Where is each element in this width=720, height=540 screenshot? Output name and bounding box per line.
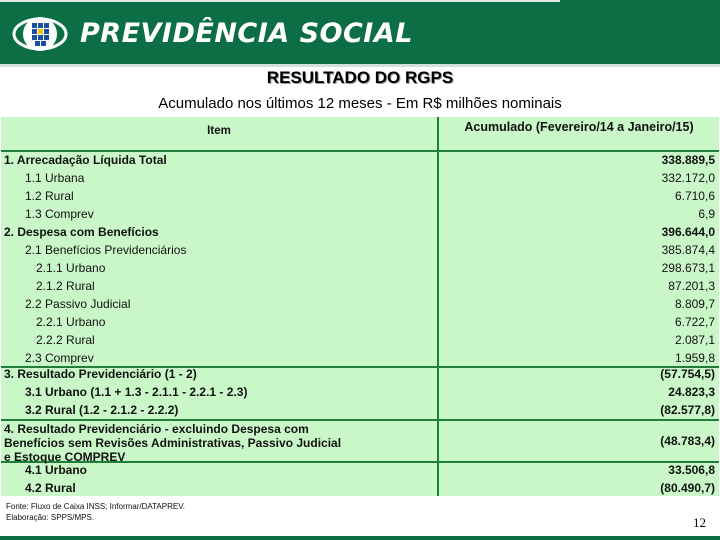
previdencia-logo-icon	[12, 14, 72, 54]
row-label: 1. Arrecadação Líquida Total	[4, 153, 167, 167]
row-value: (82.577,8)	[660, 403, 715, 417]
row-value: 8.809,7	[674, 297, 715, 311]
row-value: 1.959,8	[674, 351, 715, 365]
results-table	[1, 117, 719, 496]
footer-bar	[0, 536, 720, 540]
row-value: 6.710,6	[674, 189, 715, 203]
header-top-line	[0, 0, 560, 2]
row-label: 1.3 Comprev	[25, 207, 94, 221]
header-accumulated: Acumulado (Fevereiro/14 a Janeiro/15)	[464, 120, 694, 134]
row-label: 2.1.1 Urbano	[36, 261, 106, 275]
row-value: 2.087,1	[674, 333, 715, 347]
header-item: Item	[207, 125, 231, 137]
row-label: 1.2 Rural	[25, 189, 74, 203]
row-value: 87.201,3	[668, 279, 715, 293]
row-value: 385.874,4	[661, 243, 715, 257]
row-label-line: Benefícios sem Revisões Administrativas, Passivo Judicial	[4, 436, 342, 450]
page-number: 12	[693, 515, 706, 530]
footer-elaboration: Elaboração: SPPS/MPS.	[6, 513, 95, 522]
row-value: 24.823,3	[668, 385, 715, 399]
row-label: 3.1 Urbano (1.1 + 1.3 - 2.1.1 - 2.2.1 - 2.3)	[25, 385, 248, 399]
row-label: 3. Resultado Previdenciário (1 - 2)	[4, 367, 197, 381]
row-value: 396.644,0	[661, 225, 715, 239]
header-bottom-line	[0, 64, 720, 67]
row-label: 2.1.2 Rural	[36, 279, 95, 293]
column-divider	[437, 117, 439, 496]
row-value: 298.673,1	[661, 261, 715, 275]
row-label: 2.2.1 Urbano	[36, 315, 106, 329]
footer-notes	[6, 501, 185, 523]
row-label: 2.1 Benefícios Previdenciários	[25, 243, 187, 257]
row-label: 2. Despesa com Benefícios	[4, 225, 159, 239]
row-label-line: 4. Resultado Previdenciário - excluindo Despesa com	[4, 422, 309, 436]
row-value: (48.783,4)	[660, 434, 715, 448]
row-value: 33.506,8	[668, 463, 715, 477]
page-title: RESULTADO DO RGPS	[266, 68, 454, 87]
row-label-line: e Estoque COMPREV	[4, 450, 126, 464]
row-value: 6,9	[698, 207, 715, 221]
header-bar	[0, 0, 720, 67]
row-label: 2.2.2 Rural	[36, 333, 95, 347]
row-label: 4.2 Rural	[25, 481, 76, 495]
brand-name: PREVIDÊNCIA SOCIAL	[80, 18, 413, 49]
row-label: 2.2 Passivo Judicial	[25, 297, 131, 311]
row-value: 6.722,7	[674, 315, 715, 329]
row-value: 338.889,5	[661, 153, 715, 167]
row-label: 4.1 Urbano	[25, 463, 88, 477]
row-label: 2.3 Comprev	[25, 351, 94, 365]
row-label: 1.1 Urbana	[25, 171, 85, 185]
row-value: (80.490,7)	[660, 481, 715, 495]
row-label: 3.2 Rural (1.2 - 2.1.2 - 2.2.2)	[25, 403, 179, 417]
page-subtitle: Acumulado nos últimos 12 meses - Em R$ milhões nominais	[158, 95, 562, 112]
row-value: (57.754,5)	[660, 367, 715, 381]
footer-source: Fonte: Fluxo de Caixa INSS; Informar/DATAPREV.	[6, 502, 186, 511]
row-value: 332.172,0	[661, 171, 715, 185]
